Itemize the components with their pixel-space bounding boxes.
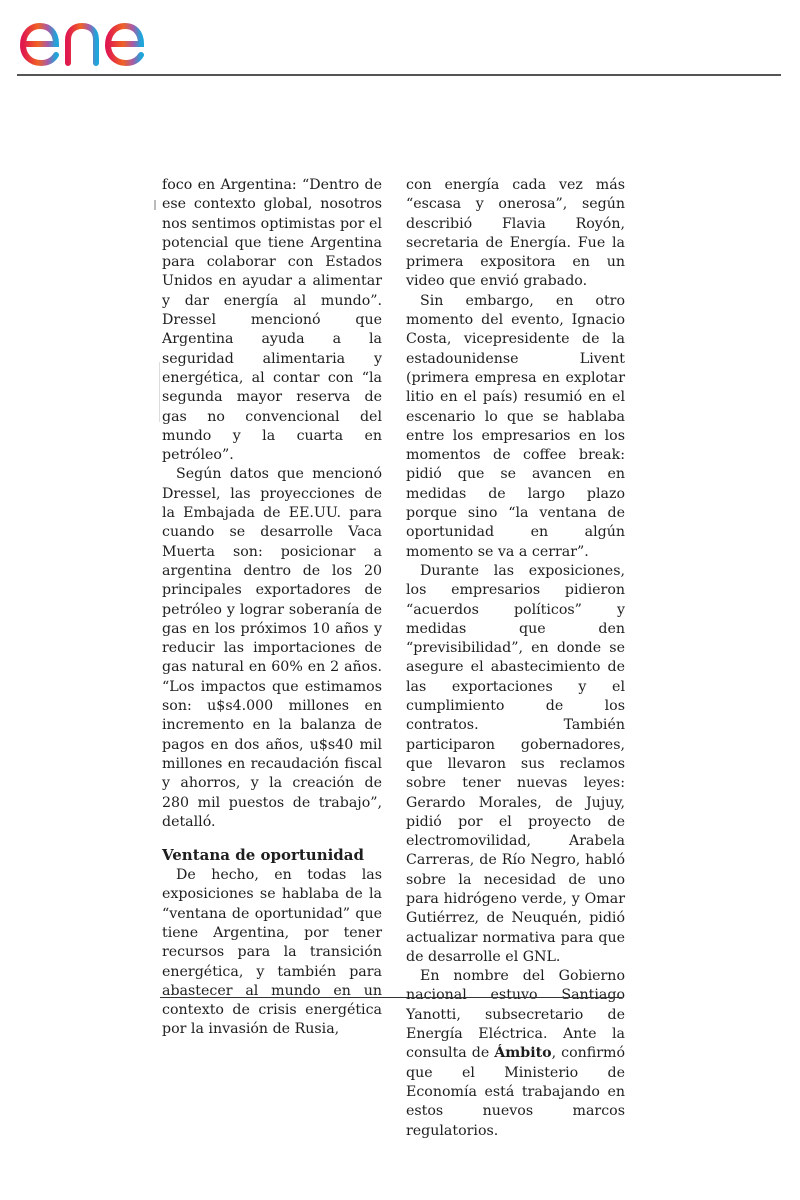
paragraph: Durante las exposiciones, los empresarios pidieron “acuerdos políticos” y medidas que den “previsibilidad”, en donde se asegure el abastecimiento de las exportaciones y el cumplimiento de los contratos. También participaron gobernadores, que llevaron sus reclamos sobre tener nuevas leyes: Gerardo Morales, de Jujuy, pidió por el proyecto de electromovilidad, Arabela Carreras, de Río Negro, habló sobre la necesidad de uno para hidrógeno verde, y Omar Gutiérrez, de Neuquén, pidió actualizar normativa para que de desarrolle el GNL.: [406, 562, 625, 965]
page-header: [0, 0, 800, 80]
paragraph-text: , confirmó que el Ministerio de Economía está trabajando en estos nuevos marcos regulatorios.: [406, 1045, 625, 1139]
paragraph: [406, 967, 625, 1141]
article-end-divider: [160, 997, 622, 998]
article-column-left: [162, 176, 382, 1040]
paragraph: Sin embargo, en otro momento del evento, Ignacio Costa, vicepresidente de la estadounidense Livent (primera empresa en explotar litio en el país) resumió en el escenario lo que se hablaba entre los empresarios en los momentos de coffee break: pidió que se avancen en medidas de largo plazo porque sino “la ventana de oportunidad en algún momento se va a cerrar”.: [406, 292, 625, 560]
publication-name: Ámbito: [494, 1045, 552, 1062]
paragraph: con energía cada vez más “escasa y onerosa”, según describió Flavia Royón, secretaria de Energía. Fue la primera expositora en un video que envió grabado.: [406, 177, 625, 290]
section-subheading: Ventana de oportunidad: [162, 846, 364, 865]
enel-logo: [16, 6, 176, 70]
paragraph: Según datos que mencionó Dressel, las proyecciones de la Embajada de EE.UU. para cuando se desarrolle Vaca Muerta son: posicionar a argentina dentro de los 20 principales exportadores de petróleo y lograr soberanía de gas en los próximos 10 años y reducir las importaciones de gas natural en 60% en 2 años. “Los impactos que estimamos son: u$s4.000 millones en incremento en la balanza de pagos en dos años, u$s40 mil millones en recaudación fiscal y ahorros, y la creación de 280 mil puestos de trabajo”, detalló.: [162, 466, 382, 830]
paragraph: foco en Argentina: “Dentro de ese contexto global, nosotros nos sentimos optimistas por el potencial que tiene Argentina para colaborar con Estados Unidos en ayudar a alimentar y dar energía al mundo”. Dressel mencionó que Argentina ayuda a la seguridad alimentaria y energética, al contar con “la segunda mayor reserva de gas no convencional del mundo y la cuarta en petróleo”.: [162, 177, 382, 464]
scan-mark: [154, 200, 156, 210]
scan-mark: [159, 362, 160, 422]
paragraph-text: En nombre del Gobierno nacional estuvo Santiago Yanotti, subsecretario de Energía Eléctrica. Ante la consulta de: [406, 968, 625, 1062]
header-divider: [17, 74, 781, 76]
paragraph: De hecho, en todas las exposiciones se hablaba de la “ventana de oportunidad” que tiene Argentina, por tener recursos para la transición energética, y también para abastecer al mundo en un contexto de crisis energética por la invasión de Rusia,: [162, 867, 382, 1038]
